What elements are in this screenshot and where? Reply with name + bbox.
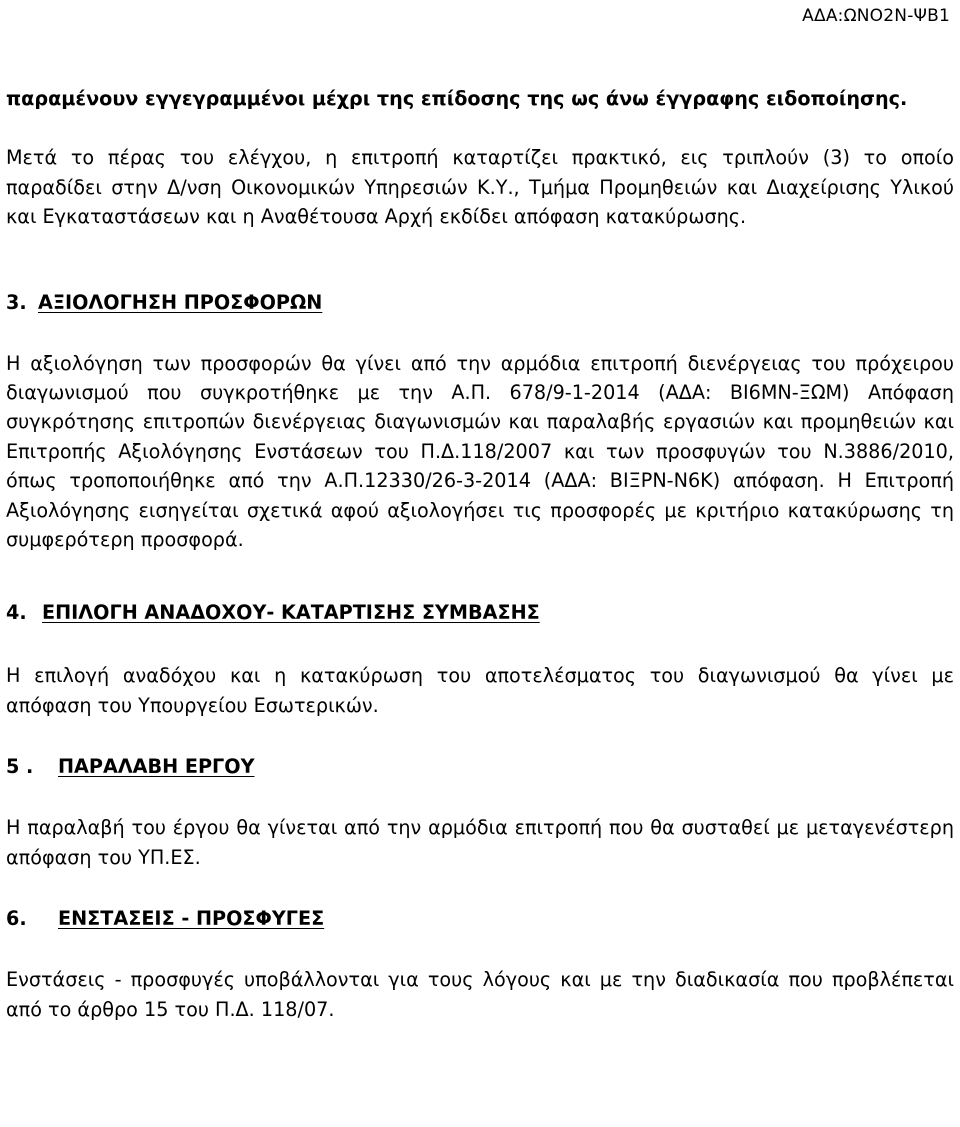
section-3-text: Η αξιολόγηση των προσφορών θα γίνει από την αρμόδια επιτροπή διενέργειας του πρόχειρου διαγωνισμού που συγκροτήθηκε με την Α.Π. 678/9-1-2014 (ΑΔΑ: ΒΙ6ΜΝ-ΞΩΜ) Απόφαση συγκρότησης επιτροπών διενέργειας διαγωνισμών και παραλαβής εργασιών και προμηθειών και Επιτροπής Αξιολόγησης Ενστάσεων του Π.Δ.118/2007 και των προσφυγών του Ν.3886/2010, όπως τροποποιήθηκε από την Α.Π.12330/26-3-2014 (ΑΔΑ: ΒΙΞΡΝ-Ν6Κ) απόφαση. Η Επιτροπή Αξιολόγησης εισηγείται σχετικά αφού αξιολογήσει τις προσφορές με κριτήριο κατακύρωσης τη συμφερότερη προσφορά. [6,351,954,552]
section-5-heading [6,752,954,781]
intro-bold-paragraph: παραμένουν εγγεγραμμένοι μέχρι της επίδοσης της ως άνω έγγραφης ειδοποίησης. [6,87,908,110]
section-6-text: Ενστάσεις - προσφυγές υποβάλλονται για τους λόγους και με την διαδικασία που προβλέπεται από το άρθρο 15 του Π.Δ. 118/07. [6,968,954,1021]
section-5-text: Η παραλαβή του έργου θα γίνεται από την αρμόδια επιτροπή που θα συσταθεί με μεταγενέστερη απόφαση του ΥΠ.ΕΣ. [6,816,954,869]
section-6-title: ΕΝΣΤΑΣΕΙΣ - ΠΡΟΣΦΥΓΕΣ [58,907,325,931]
intro-paragraph: Μετά το πέρας του ελέγχου, η επιτροπή καταρτίζει πρακτικό, εις τριπλούν (3) το οποίο παραδίδει στην Δ/νση Οικονομικών Υπηρεσιών Κ.Υ., Τμήμα Προμηθειών και Διαχείρισης Υλικού και Εγκαταστάσεων και η Αναθέτουσα Αρχή εκδίδει απόφαση κατακύρωσης. [6,146,954,229]
section-6-number: 6. [6,907,27,931]
ada-code: ΑΔΑ:ΩΝΟ2Ν-ΨΒ1 [802,6,950,26]
section-3-number: 3. [6,290,27,314]
section-3-title: ΑΞΙΟΛΟΓΗΣΗ ΠΡΟΣΦΟΡΩΝ [38,290,323,314]
section-4-text: Η επιλογή αναδόχου και η κατακύρωση του αποτελέσματος του διαγωνισμού θα γίνει με απόφαση του Υπουργείου Εσωτερικών. [6,664,954,717]
document-body [6,84,954,1024]
section-5-title: ΠΑΡΑΛΑΒΗ ΕΡΓΟΥ [58,755,255,779]
section-4-heading [6,598,954,627]
section-4-title: ΕΠΙΛΟΓΗ ΑΝΑΔΟΧΟΥ- ΚΑΤΑΡΤΙΣΗΣ ΣΥΜΒΑΣΗΣ [42,601,540,625]
section-3-heading [6,288,954,317]
section-6-heading [6,904,954,933]
section-5-number: 5 . [6,755,34,779]
section-4-number: 4. [6,601,27,625]
